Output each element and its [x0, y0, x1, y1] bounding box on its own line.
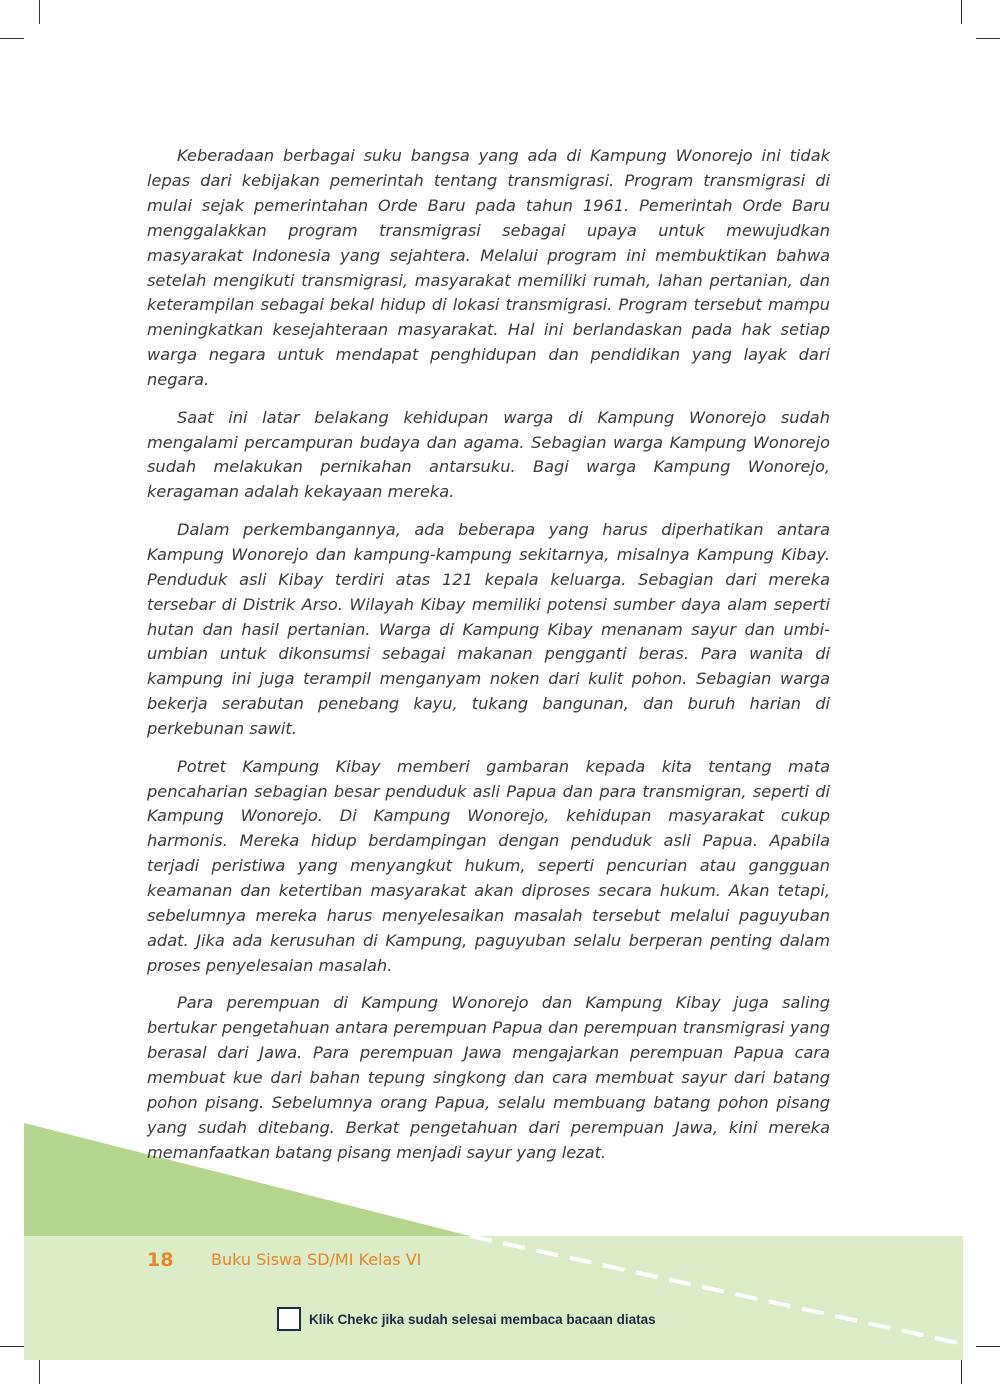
page-number: 18 [147, 1249, 174, 1271]
article-body [147, 144, 830, 1178]
paragraph-5: Para perempuan di Kampung Wonorejo dan Kampung Kibay juga saling bertukar pengetahuan antara perempuan Papua dan perempuan transmigrasi yang berasal dari Jawa. Para perempuan Jawa mengajarkan perempuan Papua cara membuat kue dari bahan tepung singkong dan cara membuat sayur dari batang pohon pisang. Sebelumnya orang Papua, selalu membuang batang pohon pisang yang sudah ditebang. Berkat pengetahuan dari perempuan Jawa, kini mereka memanfaatkan batang pisang menjadi sayur yang lezat. [147, 993, 830, 1162]
paragraph-3: Dalam perkembangannya, ada beberapa yang harus diperhatikan antara Kampung Wonorejo dan kampung-kampung sekitarnya, misalnya Kampung Kibay. Penduduk asli Kibay terdiri atas 121 kepala keluarga. Sebagian dari mereka tersebar di Distrik Arso. Wilayah Kibay memiliki potensi sumber daya alam seperti hutan dan hasil pertanian. Warga di Kampung Kibay menanam sayur dan umbi-umbian untuk dikonsumsi sebagai makanan pengganti beras. Para wanita di kampung ini juga terampil menganyam noken dari kulit pohon. Sebagian warga bekerja serabutan penebang kayu, tukang bangunan, dan buruh harian di perkebunan sawit. [147, 519, 830, 739]
read-confirmation[interactable] [277, 1306, 656, 1332]
book-title: Buku Siswa SD/MI Kelas VI [211, 1250, 422, 1269]
paragraph-1: Keberadaan berbagai suku bangsa yang ada di Kampung Wonorejo ini tidak lepas dari kebijakan pemerintah tentang transmigrasi. Program transmigrasi di mulai sejak pemerintahan Orde Baru pada tahun 1961. Pemerintah Orde Baru menggalakkan program transmigrasi sebagai upaya untuk mewujudkan masyarakat Indonesia yang sejahtera. Melalui program ini membuktikan bahwa setelah mengikuti transmigrasi, masyarakat memiliki rumah, lahan pertanian, dan keterampilan sebagai bekal hidup di lokasi transmigrasi. Program tersebut mampu meningkatkan kesejahteraan masyarakat. Hal ini berlandaskan pada hak setiap warga negara untuk mendapat penghidupan dan pendidikan yang layak dari negara. [147, 146, 830, 390]
paragraph-4: Potret Kampung Kibay memberi gambaran kepada kita tentang mata pencaharian sebagian besar penduduk asli Papua dan para transmigran, seperti di Kampung Wonorejo. Di Kampung Wonorejo, kehidupan masyarakat cukup harmonis. Mereka hidup berdampingan dengan penduduk asli Papua. Apabila terjadi peristiwa yang menyangkut hukum, seperti pencurian atau gangguan keamanan dan ketertiban masyarakat akan diproses secara hukum. Akan tetapi, sebelumnya mereka harus menyelesaikan masalah tersebut melalui paguyuban adat. Jika ada kerusuhan di Kampung, paguyuban selalu berperan penting dalam proses penyelesaian masalah. [147, 756, 830, 975]
read-checkbox[interactable] [277, 1307, 301, 1331]
checkbox-label: Klik Chekc jika sudah selesai membaca bacaan diatas [309, 1311, 656, 1327]
paragraph-2: Saat ini latar belakang kehidupan warga di Kampung Wonorejo sudah mengalami percampuran budaya dan agama. Sebagian warga Kampung Wonorejo sudah melakukan pernikahan antarsuku. Bagi warga Kampung Wonorejo, keragaman adalah kekayaan mereka. [147, 407, 830, 502]
